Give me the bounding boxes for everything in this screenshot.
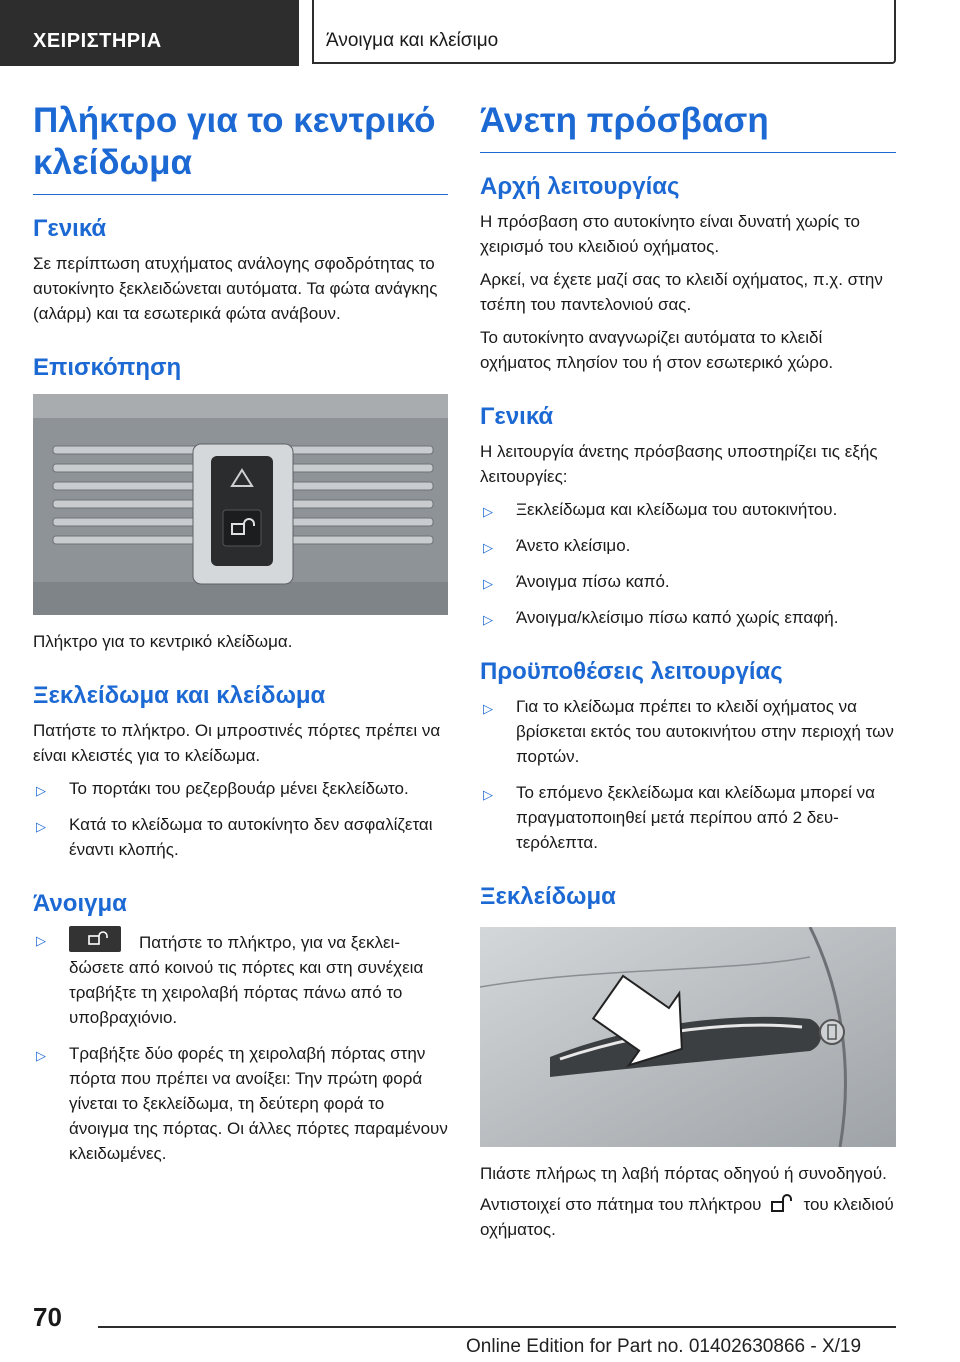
triangle-bullet-icon: ▷: [36, 819, 46, 834]
functions-list: [480, 497, 896, 630]
overview-caption: Πλήκτρο για το κεντρικό κλείδωμα.: [33, 632, 293, 651]
unlock-lock-list: [33, 776, 448, 862]
page-header: [0, 0, 960, 66]
general-heading: Γενικά: [33, 215, 107, 242]
triangle-bullet-icon: ▷: [36, 1048, 46, 1063]
right-column: [480, 100, 896, 1250]
comfort-access-title: Άνετη πρόσβαση: [480, 100, 896, 153]
left-column: [33, 100, 448, 1177]
triangle-bullet-icon: ▷: [483, 787, 493, 802]
general-text-right: Η λειτουργία άνετης πρόσβασης υποστηρίζει τις εξής λειτουργίες:: [480, 442, 878, 486]
central-lock-button-photo: [33, 394, 448, 615]
list-item: ▷ Πατήστε το πλήκτρο, για να ξεκλειδώσετε από κοινού τις πόρτες και στη συνέχεια τραβήξτε τη χειρολαβή πόρτας πάνω από το υποβραχιόνιο.: [33, 926, 448, 1030]
central-lock-title: Πλήκτρο για το κεντρικό κλείδωμα: [33, 100, 448, 195]
list-item: ▷ Άνετο κλείσιμο.: [480, 533, 896, 558]
list-item: ▷ Κατά το κλείδωμα το αυτοκίνητο δεν ασφαλίζεται έναντι κλοπής.: [36, 815, 433, 859]
triangle-bullet-icon: ▷: [483, 504, 493, 519]
footer-divider: [98, 1326, 896, 1328]
unlock-key-icon: [769, 1193, 795, 1213]
principle-p1: Η πρόσβαση στο αυτοκίνητο είναι δυνατή χωρίς το χειρισμό του κλειδιού οχήματος.: [480, 212, 860, 256]
page-number: 70: [33, 1302, 62, 1332]
section-tab: ΧΕΙΡΙΣΤΗΡΙΑ: [0, 0, 299, 66]
triangle-bullet-icon: ▷: [36, 783, 46, 798]
overview-heading: Επισκόπηση: [33, 354, 182, 381]
unlock-heading: Ξεκλείδωμα: [480, 883, 616, 910]
triangle-bullet-icon: ▷: [483, 576, 493, 591]
list-item: ▷ Το πορτάκι του ρεζερβουάρ μένει ξεκλείδωτο.: [33, 776, 448, 801]
list-item: ▷ Άνοιγμα πίσω καπό.: [480, 569, 896, 594]
unlock-lock-text: Πατήστε το πλήκτρο. Οι μπροστινές πόρτες πρέπει να είναι κλειστές για το κλείδωμα.: [33, 721, 441, 765]
list-item: ▷ Για το κλείδωμα πρέπει το κλειδί οχήματος να βρίσκεται εκτός του αυτοκινήτου στην περιοχή των πορτών.: [483, 697, 894, 766]
unlock-caption: Πιάστε πλήρως τη λαβή πόρτας οδηγού ή συνοδηγού.: [480, 1164, 887, 1183]
door-handle-photo: [480, 927, 896, 1147]
edition-footer: Online Edition for Part no. 01402630866 - X/19: [466, 1336, 862, 1357]
triangle-bullet-icon: ▷: [483, 540, 493, 555]
corresponds-text: Αντιστοιχεί στο πάτημα του πλήκτρου του κλειδιού οχήματος.: [480, 1195, 894, 1239]
list-item: ▷ Ξεκλείδωμα και κλείδωμα του αυτοκινήτου.: [480, 497, 896, 522]
prereq-list: [480, 694, 896, 855]
opening-list: [33, 926, 448, 1166]
principle-p3: Το αυτοκίνητο αναγνωρίζει αυτόματα το κλειδί οχήματος πλησίον του ή στον εσωτερικό χώρο.: [480, 328, 834, 372]
triangle-bullet-icon: ▷: [483, 701, 493, 716]
topic-tab: Άνοιγμα και κλείσιμο: [312, 0, 896, 64]
unlock-lock-heading: Ξεκλείδωμα και κλείδωμα: [33, 682, 326, 709]
triangle-bullet-icon: ▷: [36, 933, 46, 948]
list-item: ▷ Τραβήξτε δύο φορές τη χειρολαβή πόρτας στην πόρτα που πρέπει να ανοίξει: Την πρώτη φορά γίνεται το ξεκλείδωμα, τη δεύτερη φορά το άνοιγμα της πόρτας. Οι άλλες πόρτες παραμένουν κλειδωμένες.: [36, 1044, 448, 1163]
prereq-heading: Προϋποθέσεις λειτουργίας: [480, 658, 783, 685]
list-item: ▷ Άνοιγμα/κλείσιμο πίσω καπό χωρίς επαφή.: [480, 605, 896, 630]
opening-heading: Άνοιγμα: [33, 890, 127, 917]
general-heading-right: Γενικά: [480, 403, 554, 430]
list-item: ▷ Το επόμενο ξεκλείδωμα και κλείδωμα μπορεί να πραγματοποιηθεί μετά περίπου από 2 δευτερόλεπτα.: [483, 783, 876, 852]
principle-heading: Αρχή λειτουργίας: [480, 173, 680, 200]
general-text: Σε περίπτωση ατυχήματος ανάλογης σφοδρότητας το αυτοκίνητο ξεκλειδώνεται αυτόματα. Τα φώτα ανάγκης (αλάρμ) και τα εσωτερικά φώτα ανάβουν.: [33, 254, 438, 323]
central-lock-button-icon: [69, 926, 121, 952]
triangle-bullet-icon: ▷: [483, 612, 493, 627]
principle-p2: Αρκεί, να έχετε μαζί σας το κλειδί οχήματος, π.χ. στην τσέπη του παντελονιού σας.: [480, 270, 883, 314]
